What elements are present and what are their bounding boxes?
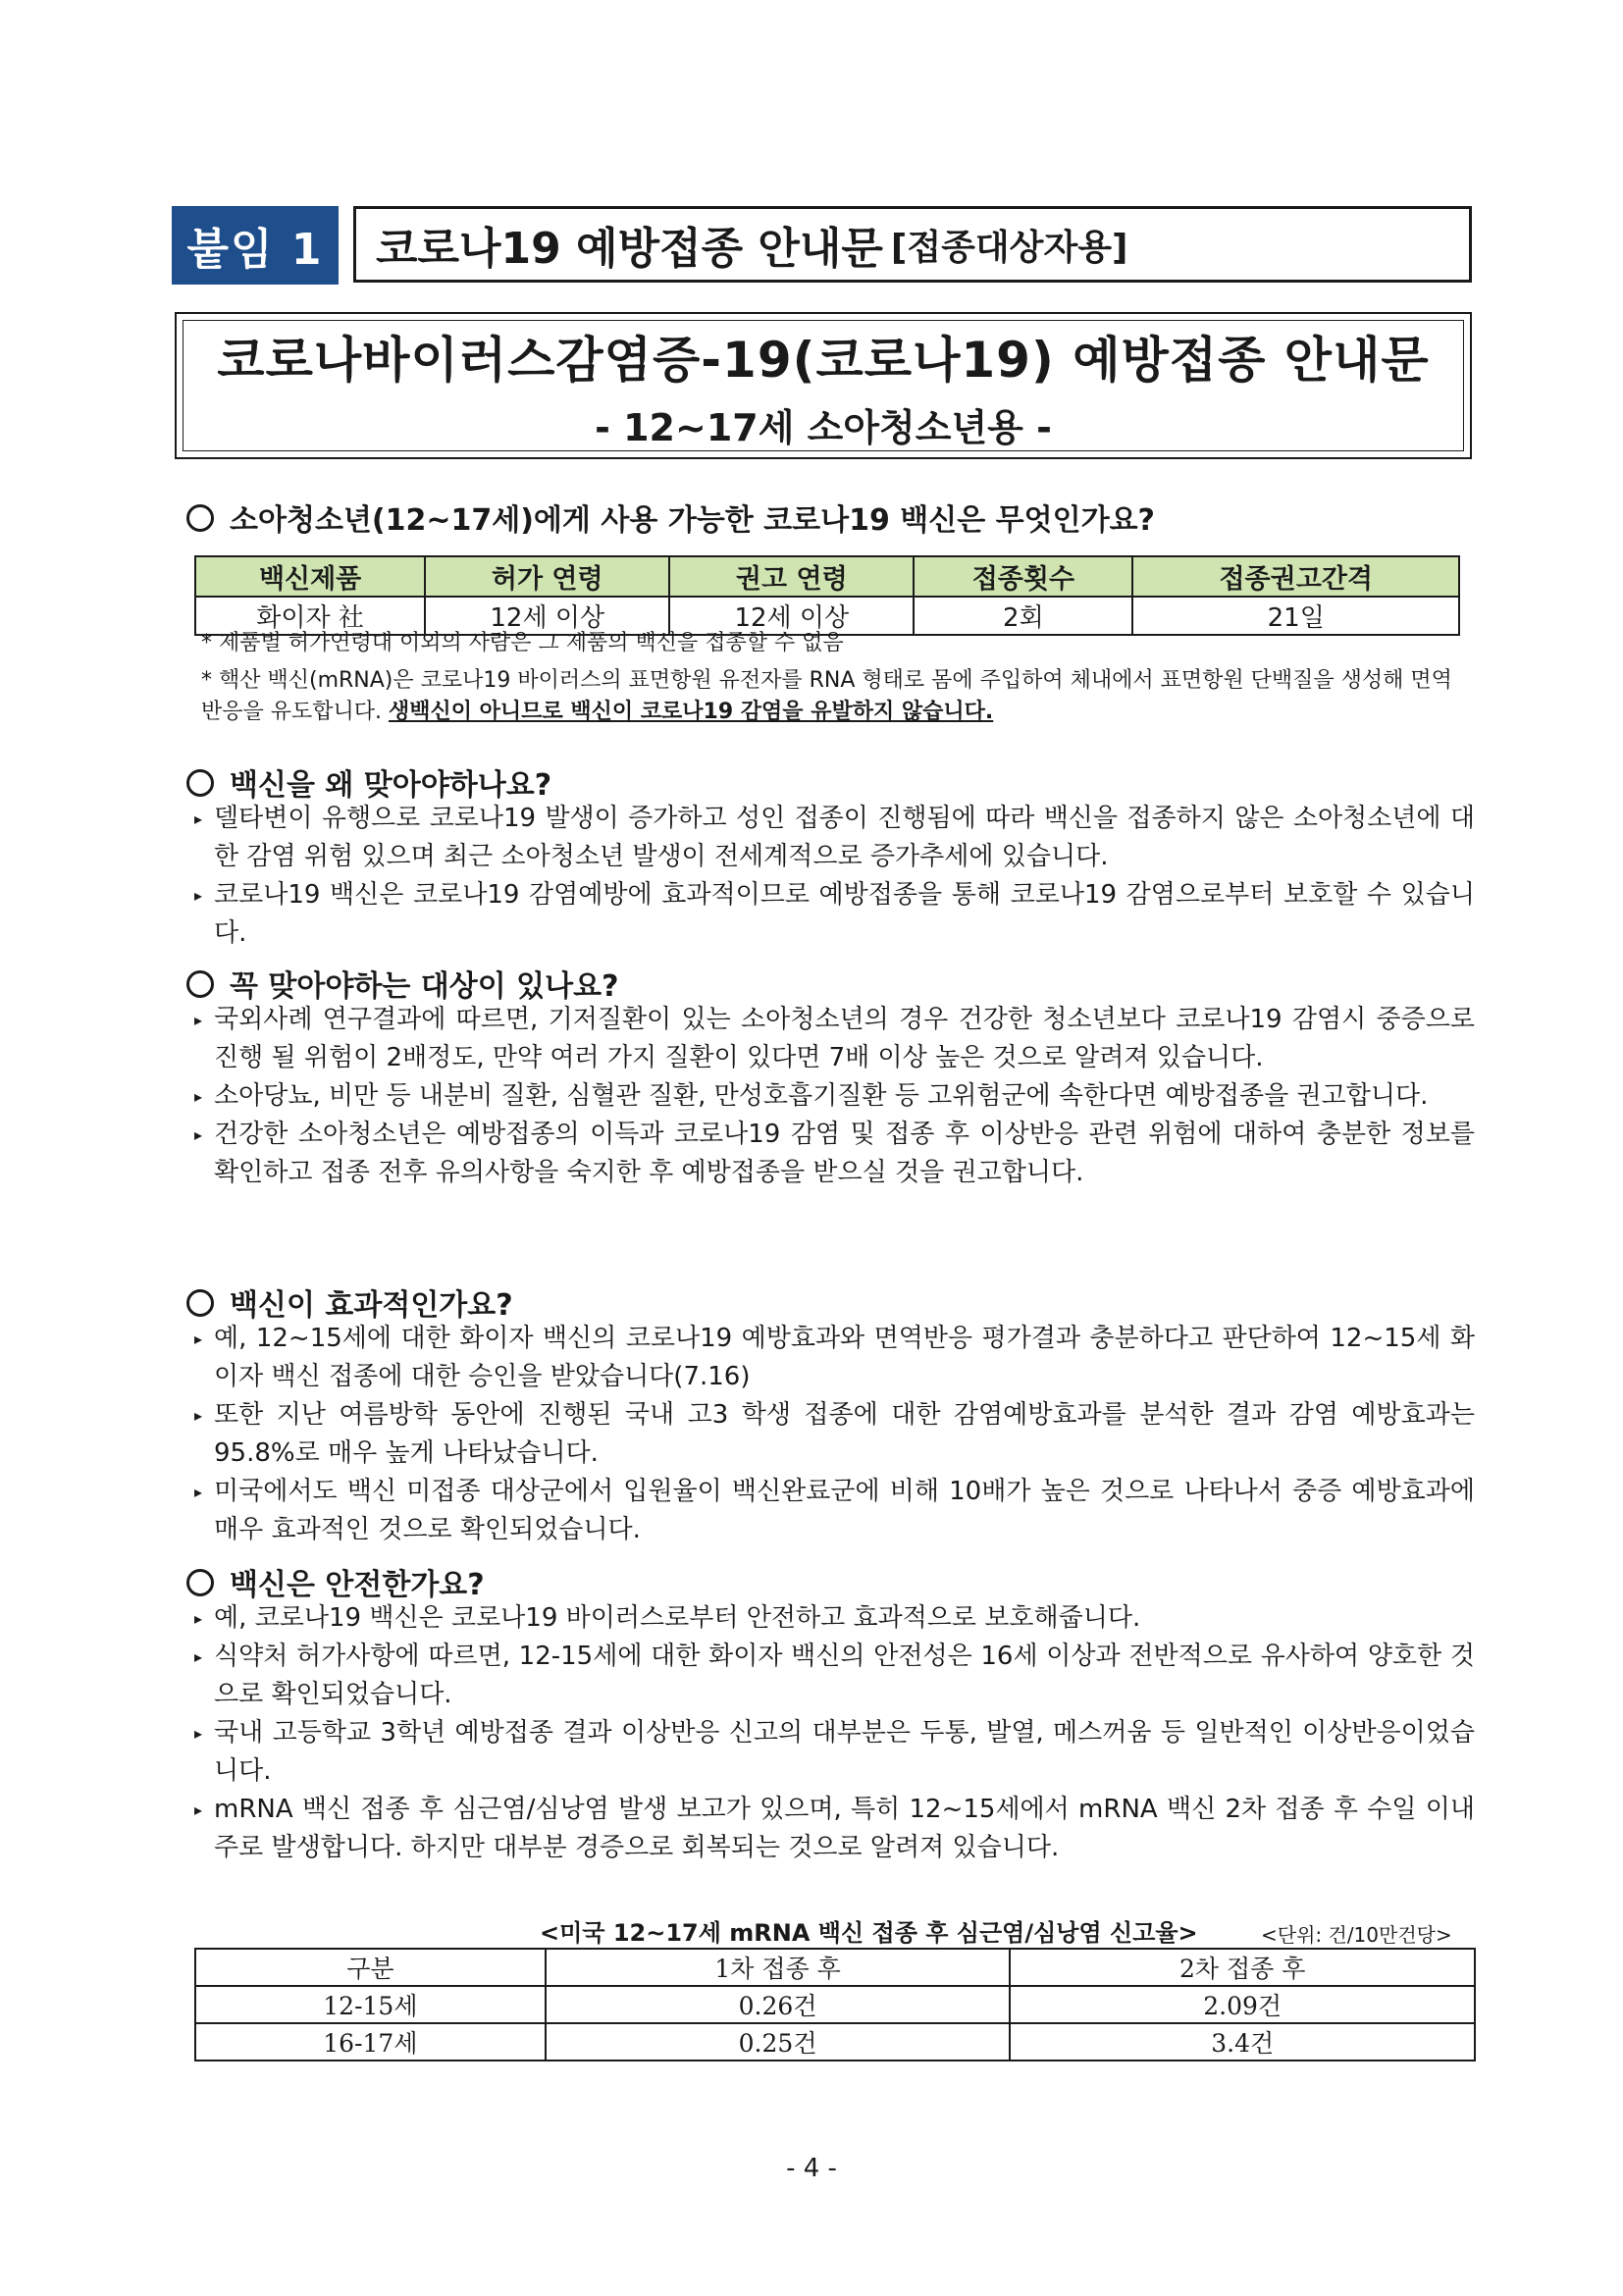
list-item: ▸ 또한 지난 여름방학 동안에 진행된 국내 고3 학생 접종에 대한 감염예방효과를 분석한 결과 감염 예방효과는 95.8%로 매우 높게 나타났습니다. (194, 1396, 1475, 1473)
bullet-list (194, 1599, 1475, 1867)
vaccine-table (194, 555, 1460, 636)
table-cell: 0.25건 (546, 2023, 1011, 2061)
table-cell: 16-17세 (195, 2023, 546, 2061)
list-item: ▸ 코로나19 백신은 코로나19 감염예방에 효과적이므로 예방접종을 통해 코로나19 감염으로부터 보호할 수 있습니다. (194, 876, 1475, 953)
myocarditis-table (194, 1948, 1476, 2061)
question-heading: 백신이 효과적인가요? (186, 1280, 513, 1324)
document-subtitle: - 12~17세 소아청소년용 - (595, 405, 1052, 449)
list-item: ▸ 예, 12~15세에 대한 화이자 백신의 코로나19 예방효과와 면역반응 평가결과 충분하다고 판단하여 12~15세 화이자 백신 접종에 대한 승인을 받았습니다(7.16) (194, 1320, 1475, 1396)
circle-bullet-icon (186, 1569, 214, 1596)
table-cell: 2회 (914, 597, 1132, 635)
list-item: ▸ 소아당뇨, 비만 등 내분비 질환, 심혈관 질환, 만성호흡기질환 등 고위험군에 속한다면 예방접종을 권고합니다. (194, 1077, 1475, 1116)
list-item: ▸ 예, 코로나19 백신은 코로나19 바이러스로부터 안전하고 효과적으로 보호해줍니다. (194, 1599, 1475, 1638)
table-cell: 2.09건 (1010, 1986, 1475, 2023)
table-unit: <단위: 건/10만건당> (1261, 1923, 1452, 1947)
table-cell: 3.4건 (1010, 2023, 1475, 2061)
page-number: - 4 - (786, 2154, 837, 2183)
table-row (195, 1986, 1475, 2023)
bullet-list (194, 800, 1475, 953)
triangle-bullet-icon: ▸ (194, 1647, 203, 1666)
triangle-bullet-icon: ▸ (194, 1011, 203, 1029)
table-header-cell: 2차 접종 후 (1010, 1949, 1475, 1986)
circle-bullet-icon (186, 504, 214, 532)
triangle-bullet-icon: ▸ (194, 886, 203, 905)
table-header-cell: 허가 연령 (425, 556, 669, 597)
table-cell: 12-15세 (195, 1986, 546, 2023)
table-cell: 21일 (1132, 597, 1459, 635)
footnote: * 핵산 백신(mRNA)은 코로나19 바이러스의 표면항원 유전자를 RNA 형태로 몸에 주입하여 체내에서 표면항원 단백질을 생성해 면역반응을 유도합니다. 생백신이 아니므로 백신이 코로나19 감염을 유발하지 않습니다. (201, 668, 1452, 724)
list-item: ▸ 국외사례 연구결과에 따르면, 기저질환이 있는 소아청소년의 경우 건강한 청소년보다 코로나19 감염시 중증으로 진행 될 위험이 2배정도, 만약 여러 가지 질환이 있다면 7배 이상 높은 것으로 알려져 있습니다. (194, 1001, 1475, 1077)
attachment-label: 붙임 1 (172, 206, 339, 285)
table-cell: 화이자 社 (195, 597, 425, 635)
table-row (195, 2023, 1475, 2061)
table-header-row (195, 556, 1459, 597)
list-item: ▸ 국내 고등학교 3학년 예방접종 결과 이상반응 신고의 대부분은 두통, 발열, 메스꺼움 등 일반적인 이상반응이었습니다. (194, 1714, 1475, 1791)
question-heading: 꼭 맞아야하는 대상이 있나요? (186, 962, 619, 1005)
list-item: ▸ 델타변이 유행으로 코로나19 발생이 증가하고 성인 접종이 진행됨에 따라 백신을 접종하지 않은 소아청소년에 대한 감염 위험 있으며 최근 소아청소년 발생이 전세계적으로 증가추세에 있습니다. (194, 800, 1475, 876)
triangle-bullet-icon: ▸ (194, 1800, 203, 1819)
question-heading: 백신은 안전한가요? (186, 1560, 485, 1603)
title-box (175, 312, 1472, 459)
table-header-cell: 구분 (195, 1949, 546, 1986)
table-header-row (195, 1949, 1475, 1986)
table-caption: <미국 12~17세 mRNA 백신 접종 후 심근염/심낭염 신고율> (540, 1919, 1198, 1947)
list-item: ▸ mRNA 백신 접종 후 심근염/심낭염 발생 보고가 있으며, 특히 12~15세에서 mRNA 백신 2차 접종 후 수일 이내 주로 발생합니다. 하지만 대부분 경증으로 회복되는 것으로 알려져 있습니다. (194, 1791, 1475, 1867)
bullet-list (194, 1001, 1475, 1192)
table-cell: 12세 이상 (669, 597, 914, 635)
circle-bullet-icon (186, 1289, 214, 1317)
circle-bullet-icon (186, 970, 214, 998)
triangle-bullet-icon: ▸ (194, 1483, 203, 1501)
triangle-bullet-icon: ▸ (194, 1125, 203, 1144)
bullet-list (194, 1320, 1475, 1549)
list-item: ▸ 건강한 소아청소년은 예방접종의 이득과 코로나19 감염 및 접종 후 이상반응 관련 위험에 대하여 충분한 정보를 확인하고 접종 전후 유의사항을 숙지한 후 예방접종을 받으실 것을 권고합니다. (194, 1116, 1475, 1192)
table-header-cell: 백신제품 (195, 556, 425, 597)
emphasis-text: 생백신이 아니므로 백신이 코로나19 감염을 유발하지 않습니다. (389, 700, 994, 724)
triangle-bullet-icon: ▸ (194, 809, 203, 828)
triangle-bullet-icon: ▸ (194, 1724, 203, 1743)
footnote: * 제품별 허가연령대 이외의 사람은 그 제품의 백신을 접종할 수 없음 (201, 631, 844, 655)
table-cell: 12세 이상 (425, 597, 669, 635)
triangle-bullet-icon: ▸ (194, 1609, 203, 1628)
question-heading: 소아청소년(12~17세)에게 사용 가능한 코로나19 백신은 무엇인가요? (186, 496, 1155, 539)
table-header-cell: 접종권고간격 (1132, 556, 1459, 597)
triangle-bullet-icon: ▸ (194, 1330, 203, 1348)
attachment-title-suffix: [접종대상자용] (890, 227, 1128, 268)
attachment-title (353, 206, 1472, 283)
table-header-cell: 접종횟수 (914, 556, 1132, 597)
table-cell: 0.26건 (546, 1986, 1011, 2023)
circle-bullet-icon (186, 769, 214, 797)
list-item: ▸ 식약처 허가사항에 따르면, 12-15세에 대한 화이자 백신의 안전성은 16세 이상과 전반적으로 유사하여 양호한 것으로 확인되었습니다. (194, 1638, 1475, 1714)
question-heading: 백신을 왜 맞아야하나요? (186, 760, 551, 804)
attachment-title-text: 코로나19 예방접종 안내문 (376, 224, 883, 274)
table-header-cell: 1차 접종 후 (546, 1949, 1011, 1986)
document-title: 코로나바이러스감염증-19(코로나19) 예방접종 안내문 (217, 331, 1430, 389)
table-header-cell: 권고 연령 (669, 556, 914, 597)
triangle-bullet-icon: ▸ (194, 1087, 203, 1106)
list-item: ▸ 미국에서도 백신 미접종 대상군에서 입원율이 백신완료군에 비해 10배가 높은 것으로 나타나서 중증 예방효과에 매우 효과적인 것으로 확인되었습니다. (194, 1473, 1475, 1549)
triangle-bullet-icon: ▸ (194, 1406, 203, 1425)
